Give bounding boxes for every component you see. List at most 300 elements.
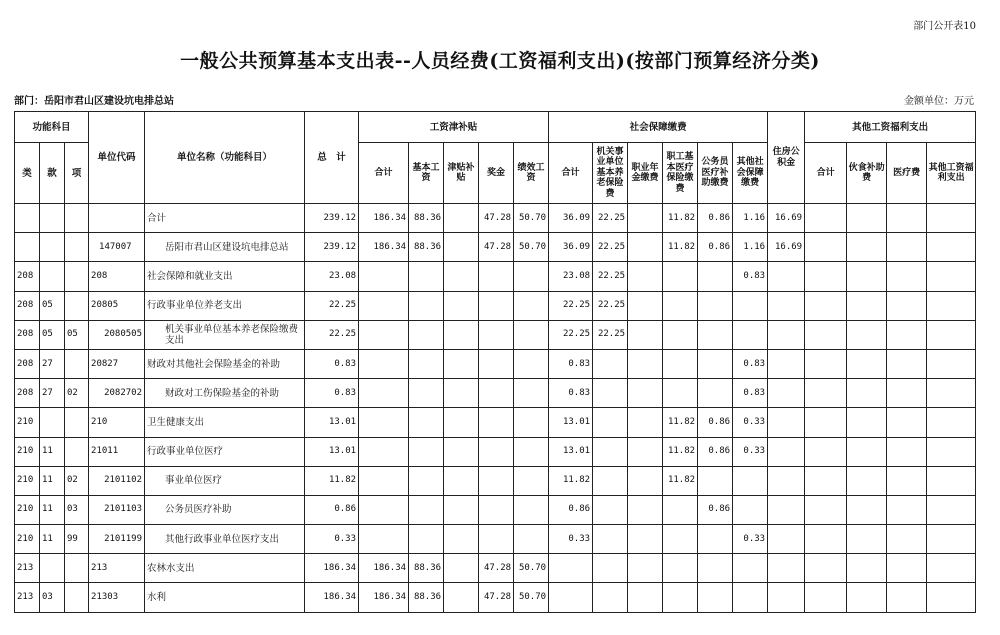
lei-cell: 208: [15, 320, 40, 349]
unit-name-cell: 岳阳市君山区建设坑电排总站: [145, 233, 305, 262]
allowance-cell: [444, 554, 479, 583]
social-total-cell: 0.83: [549, 379, 593, 408]
medical-fee-cell: [887, 495, 927, 524]
total-cell: 11.82: [305, 466, 359, 495]
lei-cell: [15, 233, 40, 262]
other-total-cell: [805, 379, 847, 408]
other-social-cell: 0.33: [733, 408, 768, 437]
social-total-cell: [549, 583, 593, 612]
pension-cell: 22.25: [593, 291, 628, 320]
other-social-cell: 1.16: [733, 233, 768, 262]
housing-fund-cell: [768, 495, 805, 524]
xiang-cell: 99: [65, 525, 89, 554]
wage-total-cell: [359, 349, 409, 378]
medical-insurance-cell: [663, 554, 698, 583]
annuity-cell: [628, 320, 663, 349]
table-number-label: 部门公开表10: [913, 21, 976, 32]
meal-cell: [847, 466, 887, 495]
xiang-cell: [65, 554, 89, 583]
xiang-header: 项: [65, 143, 89, 204]
other-total-cell: [805, 291, 847, 320]
pension-cell: [593, 554, 628, 583]
medical-fee-cell: [887, 262, 927, 291]
unit-code-cell: 147007: [89, 233, 145, 262]
civil-medical-cell: [698, 379, 733, 408]
allowance-cell: [444, 437, 479, 466]
unit-code-cell: [89, 204, 145, 233]
total-cell: 0.83: [305, 379, 359, 408]
total-cell: 0.86: [305, 495, 359, 524]
other-social-cell: [733, 291, 768, 320]
meal-cell: [847, 262, 887, 291]
medical-insurance-cell: 11.82: [663, 408, 698, 437]
xiang-cell: 02: [65, 379, 89, 408]
basic-wage-cell: 88.36: [409, 583, 444, 612]
other-total-cell: [805, 233, 847, 262]
department-label: 部门：岳阳市君山区建设坑电排总站: [14, 96, 174, 107]
unit-name-cell: 其他行政事业单位医疗支出: [145, 525, 305, 554]
basic-wage-cell: 88.36: [409, 554, 444, 583]
bonus-cell: [479, 408, 514, 437]
annuity-cell: [628, 408, 663, 437]
other-welfare-cell: [927, 525, 976, 554]
xiang-cell: [65, 349, 89, 378]
meal-cell: [847, 437, 887, 466]
medical-insurance-cell: [663, 349, 698, 378]
housing-fund-header: 住房公积金: [768, 112, 805, 204]
medical-fee-cell: [887, 349, 927, 378]
medical-fee-cell: [887, 583, 927, 612]
performance-wage-cell: [514, 262, 549, 291]
kuan-cell: [40, 408, 65, 437]
total-cell: 0.83: [305, 349, 359, 378]
unit-name-cell: 事业单位医疗: [145, 466, 305, 495]
lei-header: 类: [15, 143, 40, 204]
annuity-cell: [628, 495, 663, 524]
meal-cell: [847, 320, 887, 349]
allowance-cell: [444, 204, 479, 233]
other-social-cell: 1.16: [733, 204, 768, 233]
lei-cell: 213: [15, 554, 40, 583]
bonus-header: 奖金: [479, 143, 514, 204]
annuity-cell: [628, 204, 663, 233]
social-total-cell: 22.25: [549, 291, 593, 320]
other-total-cell: [805, 583, 847, 612]
medical-fee-cell: [887, 233, 927, 262]
other-total-cell: [805, 349, 847, 378]
housing-fund-cell: 16.69: [768, 233, 805, 262]
lei-cell: [15, 204, 40, 233]
unit-name-cell: 公务员医疗补助: [145, 495, 305, 524]
unit-name-cell: 机关事业单位基本养老保险缴费支出: [145, 320, 305, 349]
medical-fee-cell: [887, 320, 927, 349]
meal-cell: [847, 204, 887, 233]
basic-wage-cell: [409, 291, 444, 320]
housing-fund-cell: [768, 466, 805, 495]
meal-cell: [847, 379, 887, 408]
pension-cell: 22.25: [593, 204, 628, 233]
medical-insurance-cell: 11.82: [663, 466, 698, 495]
total-cell: 186.34: [305, 554, 359, 583]
other-social-cell: 0.33: [733, 437, 768, 466]
unit-code-cell: 2101103: [89, 495, 145, 524]
medical-fee-cell: [887, 379, 927, 408]
allowance-cell: [444, 320, 479, 349]
kuan-cell: [40, 204, 65, 233]
unit-name-cell: 社会保障和就业支出: [145, 262, 305, 291]
civil-medical-cell: 0.86: [698, 437, 733, 466]
total-cell: 239.12: [305, 233, 359, 262]
pension-cell: [593, 349, 628, 378]
total-cell: 239.12: [305, 204, 359, 233]
medical-insurance-cell: [663, 291, 698, 320]
table-row: [15, 437, 976, 466]
table-row: [15, 320, 976, 349]
basic-wage-cell: [409, 525, 444, 554]
social-total-cell: 36.09: [549, 233, 593, 262]
performance-wage-cell: [514, 466, 549, 495]
kuan-cell: 03: [40, 583, 65, 612]
kuan-cell: 11: [40, 437, 65, 466]
social-total-cell: 22.25: [549, 320, 593, 349]
social-total-cell: 13.01: [549, 408, 593, 437]
performance-wage-cell: [514, 437, 549, 466]
other-welfare-header: 其他工资福利支出: [927, 143, 976, 204]
civil-medical-cell: 0.86: [698, 233, 733, 262]
performance-wage-cell: [514, 291, 549, 320]
civil-medical-cell: [698, 466, 733, 495]
unit-name-cell: 水利: [145, 583, 305, 612]
medical-fee-header: 医疗费: [887, 143, 927, 204]
medical-fee-cell: [887, 554, 927, 583]
kuan-cell: [40, 233, 65, 262]
allowance-cell: [444, 525, 479, 554]
lei-cell: 210: [15, 466, 40, 495]
basic-wage-cell: 88.36: [409, 233, 444, 262]
unit-name-header: 单位名称（功能科目）: [145, 112, 305, 204]
medical-insurance-cell: 11.82: [663, 437, 698, 466]
civil-medical-cell: 0.86: [698, 408, 733, 437]
kuan-cell: [40, 262, 65, 291]
performance-wage-header: 绩效工资: [514, 143, 549, 204]
basic-wage-cell: [409, 379, 444, 408]
basic-wage-cell: [409, 349, 444, 378]
total-cell: 186.34: [305, 583, 359, 612]
basic-wage-cell: [409, 320, 444, 349]
pension-cell: [593, 525, 628, 554]
performance-wage-cell: 50.70: [514, 583, 549, 612]
meal-cell: [847, 349, 887, 378]
lei-cell: 213: [15, 583, 40, 612]
meal-cell: [847, 291, 887, 320]
allowance-cell: [444, 583, 479, 612]
social-total-cell: 23.08: [549, 262, 593, 291]
performance-wage-cell: [514, 525, 549, 554]
allowance-cell: [444, 466, 479, 495]
wage-total-cell: [359, 466, 409, 495]
table-row: [15, 495, 976, 524]
wage-total-cell: 186.34: [359, 233, 409, 262]
performance-wage-cell: [514, 349, 549, 378]
unit-code-cell: 21303: [89, 583, 145, 612]
kuan-cell: 05: [40, 320, 65, 349]
performance-wage-cell: [514, 379, 549, 408]
other-welfare-cell: [927, 204, 976, 233]
annuity-cell: [628, 525, 663, 554]
other-welfare-cell: [927, 233, 976, 262]
social-total-cell: 11.82: [549, 466, 593, 495]
bonus-cell: 47.28: [479, 583, 514, 612]
kuan-header: 款: [40, 143, 65, 204]
total-cell: 22.25: [305, 320, 359, 349]
annuity-cell: [628, 554, 663, 583]
basic-wage-cell: [409, 466, 444, 495]
lei-cell: 210: [15, 525, 40, 554]
unit-code-header: 单位代码: [89, 112, 145, 204]
performance-wage-cell: 50.70: [514, 554, 549, 583]
lei-cell: 210: [15, 495, 40, 524]
table-row: [15, 291, 976, 320]
bonus-cell: 47.28: [479, 233, 514, 262]
total-cell: 23.08: [305, 262, 359, 291]
xiang-cell: 02: [65, 466, 89, 495]
other-social-cell: 0.83: [733, 379, 768, 408]
medical-insurance-cell: [663, 320, 698, 349]
wage-total-cell: 186.34: [359, 204, 409, 233]
other-welfare-cell: [927, 349, 976, 378]
other-social-cell: [733, 554, 768, 583]
civil-medical-cell: 0.86: [698, 495, 733, 524]
unit-code-cell: 213: [89, 554, 145, 583]
lei-cell: 208: [15, 379, 40, 408]
xiang-cell: [65, 291, 89, 320]
other-total-header: 合计: [805, 143, 847, 204]
page-title: 一般公共预算基本支出表--人员经费(工资福利支出)(按部门预算经济分类): [180, 50, 820, 72]
wage-total-cell: [359, 525, 409, 554]
pension-cell: [593, 437, 628, 466]
pension-cell: [593, 408, 628, 437]
table-row: [15, 554, 976, 583]
other-total-cell: [805, 320, 847, 349]
housing-fund-cell: [768, 408, 805, 437]
table-row: [15, 233, 976, 262]
pension-insurance-header: 机关事业单位基本养老保险费: [593, 143, 628, 204]
annuity-cell: [628, 291, 663, 320]
housing-fund-cell: 16.69: [768, 204, 805, 233]
housing-fund-cell: [768, 583, 805, 612]
xiang-cell: [65, 262, 89, 291]
other-total-cell: [805, 495, 847, 524]
other-social-cell: 0.83: [733, 262, 768, 291]
total-cell: 13.01: [305, 437, 359, 466]
other-welfare-cell: [927, 554, 976, 583]
wage-total-cell: [359, 379, 409, 408]
bonus-cell: [479, 262, 514, 291]
basic-wage-cell: [409, 495, 444, 524]
table-row: [15, 525, 976, 554]
annuity-cell: [628, 379, 663, 408]
budget-table: [14, 111, 976, 613]
table-row: [15, 379, 976, 408]
annuity-cell: [628, 466, 663, 495]
other-social-header: 其他社会保障缴费: [733, 143, 768, 204]
kuan-cell: 11: [40, 466, 65, 495]
civil-medical-cell: [698, 320, 733, 349]
housing-fund-cell: [768, 525, 805, 554]
unit-name-cell: 合计: [145, 204, 305, 233]
other-social-cell: [733, 320, 768, 349]
lei-cell: 208: [15, 291, 40, 320]
table-row: [15, 349, 976, 378]
other-welfare-cell: [927, 320, 976, 349]
annuity-cell: [628, 583, 663, 612]
wage-total-cell: 186.34: [359, 554, 409, 583]
wage-total-cell: [359, 408, 409, 437]
other-social-cell: 0.33: [733, 525, 768, 554]
meal-cell: [847, 554, 887, 583]
basic-wage-header: 基本工资: [409, 143, 444, 204]
other-total-cell: [805, 554, 847, 583]
performance-wage-cell: [514, 495, 549, 524]
other-welfare-cell: [927, 379, 976, 408]
xiang-cell: 05: [65, 320, 89, 349]
other-welfare-cell: [927, 291, 976, 320]
wage-total-cell: [359, 291, 409, 320]
table-body: [15, 204, 976, 613]
bonus-cell: [479, 466, 514, 495]
medical-fee-cell: [887, 291, 927, 320]
meal-allowance-header: 伙食补助费: [847, 143, 887, 204]
housing-fund-cell: [768, 291, 805, 320]
social-total-cell: 13.01: [549, 437, 593, 466]
performance-wage-cell: 50.70: [514, 204, 549, 233]
unit-code-cell: 2101102: [89, 466, 145, 495]
wage-total-header: 合计: [359, 143, 409, 204]
housing-fund-cell: [768, 379, 805, 408]
other-total-cell: [805, 408, 847, 437]
other-total-cell: [805, 437, 847, 466]
unit-code-cell: 2082702: [89, 379, 145, 408]
medical-insurance-cell: 11.82: [663, 233, 698, 262]
medical-fee-cell: [887, 437, 927, 466]
unit-code-cell: 2080505: [89, 320, 145, 349]
medical-fee-cell: [887, 204, 927, 233]
housing-fund-cell: [768, 554, 805, 583]
wage-total-cell: [359, 320, 409, 349]
kuan-cell: 11: [40, 495, 65, 524]
medical-insurance-cell: [663, 262, 698, 291]
bonus-cell: [479, 495, 514, 524]
allowance-cell: [444, 495, 479, 524]
bonus-cell: [479, 320, 514, 349]
xiang-cell: [65, 204, 89, 233]
annuity-cell: [628, 262, 663, 291]
xiang-cell: [65, 437, 89, 466]
civil-medical-cell: [698, 583, 733, 612]
medical-fee-cell: [887, 525, 927, 554]
medical-fee-cell: [887, 466, 927, 495]
basic-wage-cell: [409, 262, 444, 291]
lei-cell: 210: [15, 408, 40, 437]
performance-wage-cell: [514, 408, 549, 437]
unit-name-cell: 行政事业单位医疗: [145, 437, 305, 466]
other-welfare-group-header: 其他工资福利支出: [805, 112, 976, 143]
unit-name-cell: 农林水支出: [145, 554, 305, 583]
allowance-cell: [444, 262, 479, 291]
meal-cell: [847, 233, 887, 262]
medical-insurance-cell: 11.82: [663, 204, 698, 233]
housing-fund-cell: [768, 349, 805, 378]
unit-code-cell: 20827: [89, 349, 145, 378]
allowance-cell: [444, 349, 479, 378]
allowance-header: 津贴补贴: [444, 143, 479, 204]
kuan-cell: 27: [40, 379, 65, 408]
other-welfare-cell: [927, 495, 976, 524]
unit-code-cell: 21011: [89, 437, 145, 466]
performance-wage-cell: [514, 320, 549, 349]
basic-wage-cell: [409, 408, 444, 437]
social-total-cell: 0.86: [549, 495, 593, 524]
basic-wage-cell: [409, 437, 444, 466]
other-welfare-cell: [927, 408, 976, 437]
lei-cell: 208: [15, 262, 40, 291]
unit-name-cell: 卫生健康支出: [145, 408, 305, 437]
unit-code-cell: 208: [89, 262, 145, 291]
other-social-cell: [733, 466, 768, 495]
meal-cell: [847, 495, 887, 524]
func-subject-header: 功能科目: [15, 112, 89, 143]
pension-cell: [593, 379, 628, 408]
social-total-cell: 0.33: [549, 525, 593, 554]
unit-code-cell: 210: [89, 408, 145, 437]
xiang-cell: [65, 233, 89, 262]
pension-cell: [593, 583, 628, 612]
allowance-cell: [444, 233, 479, 262]
other-welfare-cell: [927, 466, 976, 495]
total-cell: 0.33: [305, 525, 359, 554]
social-group-header: 社会保障缴费: [549, 112, 768, 143]
civil-medical-cell: 0.86: [698, 204, 733, 233]
table-row: [15, 408, 976, 437]
kuan-cell: 11: [40, 525, 65, 554]
other-social-cell: 0.83: [733, 349, 768, 378]
annuity-cell: [628, 437, 663, 466]
kuan-cell: [40, 554, 65, 583]
table-row: [15, 262, 976, 291]
other-welfare-cell: [927, 437, 976, 466]
allowance-cell: [444, 379, 479, 408]
bonus-cell: [479, 291, 514, 320]
other-social-cell: [733, 583, 768, 612]
unit-name-cell: 财政对其他社会保险基金的补助: [145, 349, 305, 378]
allowance-cell: [444, 408, 479, 437]
unit-code-cell: 20805: [89, 291, 145, 320]
social-total-cell: 36.09: [549, 204, 593, 233]
other-total-cell: [805, 262, 847, 291]
medical-insurance-cell: [663, 525, 698, 554]
lei-cell: 208: [15, 349, 40, 378]
social-total-cell: 0.83: [549, 349, 593, 378]
social-total-cell: [549, 554, 593, 583]
social-total-header: 合计: [549, 143, 593, 204]
xiang-cell: [65, 583, 89, 612]
unit-name-cell: 财政对工伤保险基金的补助: [145, 379, 305, 408]
other-social-cell: [733, 495, 768, 524]
wage-total-cell: 186.34: [359, 583, 409, 612]
bonus-cell: 47.28: [479, 204, 514, 233]
lei-cell: 210: [15, 437, 40, 466]
medical-insurance-header: 职工基本医疗保险缴费: [663, 143, 698, 204]
